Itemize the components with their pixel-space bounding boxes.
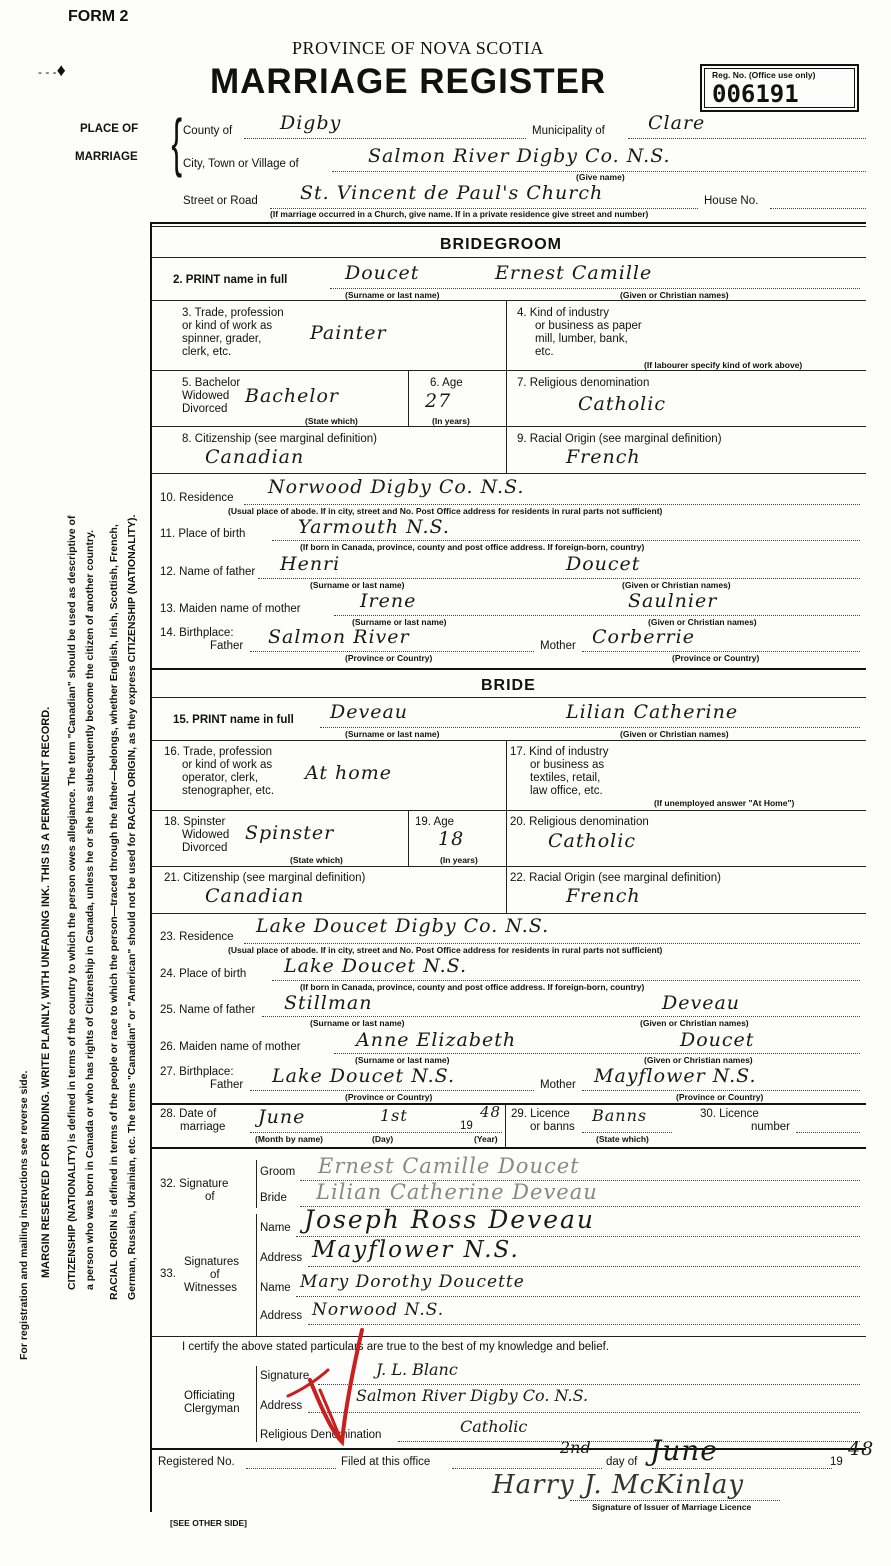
groom-mother-label: 13. Maiden name of mother	[160, 603, 301, 615]
bride-residence-label: 23. Residence	[160, 931, 234, 943]
groom-birthplace-label: 11. Place of birth	[160, 528, 246, 540]
margin-line-6: German, Russian, Ukrainian, etc. The terms "Canadian" or "American" should not be used for RACIAL ORIGIN, as they express CITIZENSHIP (NATIONALITY).	[126, 514, 138, 1300]
reg-number-box	[700, 64, 859, 112]
groom-birthplace: Yarmouth N.S.	[298, 516, 450, 538]
groom-age: 27	[425, 390, 452, 412]
witness-label-2: of	[210, 1269, 220, 1281]
groom-industry-label-1: 4. Kind of industry	[517, 307, 610, 319]
bride-father-label: 25. Name of father	[160, 1004, 256, 1016]
bride-birthplaces-hint-a: (Province or Country)	[345, 1092, 433, 1102]
clergy-label-1: Officiating	[184, 1390, 235, 1402]
bride-status-label-1: 18. Spinster	[164, 816, 226, 828]
bride-father-birthplace: Lake Doucet N.S.	[272, 1065, 456, 1087]
place-label-1: PLACE OF	[80, 123, 139, 135]
bride-racial: French	[566, 885, 641, 907]
bride-mother-label: 26. Maiden name of mother	[160, 1041, 301, 1053]
bride-birthplaces-label-1: 27. Birthplace:	[160, 1066, 234, 1078]
marriage-year: 48	[480, 1103, 502, 1121]
w2-name-label: Name	[260, 1282, 291, 1294]
w1-address: Mayflower N.S.	[312, 1237, 520, 1263]
bride-industry-label-2: or business as	[530, 759, 605, 771]
w1-address-label: Address	[260, 1252, 303, 1264]
margin-line-2: MARGIN RESERVED FOR BINDING. WRITE PLAINLY, WITH UNFADING INK. THIS IS A PERMANENT RECORD.	[40, 706, 52, 1278]
banns-value: Banns	[592, 1106, 648, 1125]
bride-religion: Catholic	[548, 830, 636, 852]
municipality-value: Clare	[648, 112, 706, 134]
margin-line-1: For registration and mailing instructions see reverse side.	[18, 1070, 30, 1360]
bride-racial-label: 22. Racial Origin (see marginal definition)	[510, 872, 721, 884]
groom-mother-hint-a: (Surname or last name)	[352, 617, 447, 627]
place-label-2: MARRIAGE	[75, 151, 138, 163]
bride-trade-label-3: operator, clerk,	[182, 772, 259, 784]
street-label: Street or Road	[183, 195, 258, 207]
bride-surname-hint: (Surname or last name)	[345, 729, 440, 739]
date-label-2: marriage	[180, 1121, 226, 1133]
bride-industry-label-1: 17. Kind of industry	[510, 746, 609, 758]
house-label: House No.	[704, 195, 759, 207]
page-title: MARRIAGE REGISTER	[210, 62, 607, 101]
groom-father-hint-a: (Surname or last name)	[310, 580, 405, 590]
bride-birthplaces-label-2: Father	[210, 1079, 244, 1091]
bride-residence-hint: (Usual place of abode. If in city, street and No. Post Office address for residents in rural parts not sufficient)	[228, 945, 663, 955]
bride-father-hint-a: (Surname or last name)	[310, 1018, 405, 1028]
filed-label: Filed at this office	[341, 1456, 431, 1468]
groom-father-label: 12. Name of father	[160, 566, 256, 578]
filed-month: June	[650, 1434, 718, 1467]
bride-status-label-3: Divorced	[182, 842, 228, 854]
groom-mother-surname: Saulnier	[628, 590, 718, 612]
bride-mother-hint-b: (Given or Christian names)	[644, 1055, 753, 1065]
bride-status-hint: (State which)	[290, 855, 343, 865]
street-hint: (If marriage occurred in a Church, give name. If in a private residence give street and number)	[270, 209, 649, 219]
clergy-label-2: Clergyman	[184, 1403, 240, 1415]
groom-status-hint: (State which)	[305, 416, 358, 426]
groom-age-hint: (In years)	[432, 416, 470, 426]
margin-line-4: a person who was born in Canada or who has rights of Citizenship in Canada, unless he or she has subsequently become the citizen of another country.	[84, 529, 96, 1290]
bride-mother-surname: Doucet	[680, 1029, 755, 1051]
county-label: County of	[183, 125, 233, 137]
registered-label: Registered No.	[158, 1456, 235, 1468]
groom-sig-label: Groom	[260, 1166, 296, 1178]
groom-birthplaces-label-1: 14. Birthplace:	[160, 627, 234, 639]
city-value: Salmon River Digby Co. N.S.	[368, 145, 671, 167]
bride-trade-label-4: stenographer, etc.	[182, 785, 275, 797]
filed-year-prefix: 19	[830, 1456, 843, 1468]
municipality-label: Municipality of	[532, 125, 605, 137]
groom-industry-label-4: etc.	[535, 346, 554, 358]
bride-father-hint-b: (Given or Christian names)	[640, 1018, 749, 1028]
groom-mother-given: Irene	[360, 590, 417, 612]
witness-num-label: 33.	[160, 1268, 176, 1280]
licence-label-2: number	[751, 1121, 790, 1133]
bride-birthplace-hint: (If born in Canada, province, county and post office address. If foreign-born, country)	[300, 982, 645, 992]
groom-birthplace-hint: (If born in Canada, province, county and post office address. If foreign-born, country)	[300, 542, 645, 552]
groom-given: Ernest Camille	[495, 262, 653, 284]
groom-trade-label-3: spinner, grader,	[182, 333, 262, 345]
bridegroom-heading: BRIDEGROOM	[440, 236, 562, 253]
bride-birthplace: Lake Doucet N.S.	[284, 955, 468, 977]
marriage-month: June	[258, 1106, 306, 1128]
give-name-hint: (Give name)	[576, 172, 625, 182]
see-other-side: [SEE OTHER SIDE]	[170, 1518, 247, 1528]
groom-citizenship: Canadian	[205, 446, 305, 468]
groom-birthplaces-hint-b: (Province or Country)	[672, 653, 760, 663]
w2-address: Norwood N.S.	[312, 1300, 445, 1320]
issuer-signature: Harry J. McKinlay	[492, 1470, 745, 1500]
groom-surname: Doucet	[345, 262, 420, 284]
bride-residence: Lake Doucet Digby Co. N.S.	[256, 915, 550, 937]
day-hint: (Day)	[372, 1134, 394, 1144]
groom-age-label: 6. Age	[430, 377, 463, 389]
clergy-religion-label: Religious Denomination	[260, 1429, 382, 1441]
bride-age-label: 19. Age	[415, 816, 455, 828]
bride-birthplace-label: 24. Place of birth	[160, 968, 247, 980]
groom-father-hint-b: (Given or Christian names)	[622, 580, 731, 590]
issuer-label: Signature of Issuer of Marriage Licence	[592, 1502, 752, 1512]
clergy-sig-label: Signature	[260, 1370, 310, 1382]
witness-label-3: Witnesses	[184, 1282, 238, 1294]
bride-given-hint: (Given or Christian names)	[620, 729, 729, 739]
licence-label-1: 30. Licence	[700, 1108, 759, 1120]
filed-day: 2nd	[560, 1438, 591, 1457]
day-of-label: day of	[606, 1456, 638, 1468]
bride-name-label: 15. PRINT name in full	[173, 714, 294, 726]
w2-name: Mary Dorothy Doucette	[300, 1272, 525, 1292]
county-value: Digby	[280, 112, 342, 134]
groom-status-label-1: 5. Bachelor	[182, 377, 241, 389]
groom-residence-label: 10. Residence	[160, 492, 234, 504]
groom-religion: Catholic	[578, 393, 666, 415]
banns-hint: (State which)	[596, 1134, 649, 1144]
bride-birthplaces-hint-b: (Province or Country)	[676, 1092, 764, 1102]
city-label: City, Town or Village of	[183, 158, 299, 170]
bride-mother-hint-a: (Surname or last name)	[355, 1055, 450, 1065]
groom-residence: Norwood Digby Co. N.S.	[268, 476, 525, 498]
groom-father-given: Henri	[280, 553, 341, 575]
marriage-year-prefix: 19	[460, 1120, 473, 1132]
clergy-address-label: Address	[260, 1400, 303, 1412]
certify-text: I certify the above stated particulars are true to the best of my knowledge and belief.	[182, 1341, 610, 1353]
bride-religion-label: 20. Religious denomination	[510, 816, 649, 828]
groom-signature: Ernest Camille Doucet	[318, 1154, 580, 1178]
bride-industry-label-4: law office, etc.	[530, 785, 603, 797]
groom-residence-hint: (Usual place of abode. If in city, street and No. Post Office address for residents in rural parts not sufficient)	[228, 506, 663, 516]
margin-line-5: RACIAL ORIGIN is defined in terms of the people or race to which the person—traced through the father—belongs, whether English, Irish, Scottish, French,	[108, 524, 120, 1300]
groom-given-hint: (Given or Christian names)	[620, 290, 729, 300]
bride-industry-label-3: textiles, retail,	[530, 772, 601, 784]
groom-status: Bachelor	[245, 385, 340, 407]
bride-age-hint: (In years)	[440, 855, 478, 865]
groom-industry-label-2: or business as paper	[535, 320, 642, 332]
bride-trade-label-2: or kind of work as	[182, 759, 273, 771]
bride-industry-hint: (If unemployed answer "At Home")	[654, 798, 795, 808]
place-brace: {	[171, 106, 183, 178]
bride-trade-label-1: 16. Trade, profession	[164, 746, 273, 758]
street-value: St. Vincent de Paul's Church	[300, 182, 604, 204]
banns-label-1: 29. Licence	[511, 1108, 570, 1120]
w1-name: Joseph Ross Deveau	[304, 1205, 595, 1234]
reg-number-label: Reg. No. (Office use only)	[712, 70, 816, 80]
groom-citizenship-label: 8. Citizenship (see marginal definition)	[182, 433, 377, 445]
bride-citizenship: Canadian	[205, 885, 305, 907]
groom-trade-label-4: clerk, etc.	[182, 346, 232, 358]
groom-birthplaces-hint-a: (Province or Country)	[345, 653, 433, 663]
groom-industry-hint: (If labourer specify kind of work above)	[644, 360, 803, 370]
groom-mother-birthplace: Corberrie	[592, 626, 695, 648]
marriage-day: 1st	[380, 1106, 408, 1125]
month-hint: (Month by name)	[255, 1134, 323, 1144]
date-label-1: 28. Date of	[160, 1108, 217, 1120]
w2-address-label: Address	[260, 1310, 303, 1322]
banns-label-2: or banns	[530, 1121, 575, 1133]
bride-mother-birthplace-label: Mother	[540, 1079, 576, 1091]
clergy-address: Salmon River Digby Co. N.S.	[356, 1386, 589, 1405]
groom-status-label-2: Widowed	[182, 390, 230, 402]
bride-father-given: Stillman	[284, 992, 373, 1014]
bride-trade: At home	[305, 762, 392, 784]
w1-name-label: Name	[260, 1222, 291, 1234]
province-heading: PROVINCE OF NOVA SCOTIA	[292, 38, 544, 58]
bride-sig-label: Bride	[260, 1192, 287, 1204]
bride-mother-birthplace: Mayflower N.S.	[594, 1065, 757, 1087]
groom-mother-hint-b: (Given or Christian names)	[648, 617, 757, 627]
groom-mother-birthplace-label: Mother	[540, 640, 576, 652]
groom-industry-label-3: mill, lumber, bank,	[535, 333, 628, 345]
witness-label-1: Signatures	[184, 1256, 239, 1268]
reg-number: 006191	[712, 80, 799, 108]
groom-trade-label-2: or kind of work as	[182, 320, 273, 332]
groom-birthplaces-label-2: Father	[210, 640, 244, 652]
sig-label-1: 32. Signature	[160, 1178, 229, 1190]
groom-religion-label: 7. Religious denomination	[517, 377, 650, 389]
binding-mark: - - -♦	[38, 60, 66, 80]
bride-status-label-2: Widowed	[182, 829, 230, 841]
year-hint: (Year)	[474, 1134, 498, 1144]
filed-year: 48	[848, 1438, 875, 1460]
bride-signature: Lilian Catherine Deveau	[316, 1180, 598, 1204]
bride-surname: Deveau	[330, 701, 409, 723]
groom-name-label: 2. PRINT name in full	[173, 274, 288, 286]
bride-heading: BRIDE	[481, 677, 536, 694]
groom-racial: French	[566, 446, 641, 468]
margin-line-3: CITIZENSHIP (NATIONALITY) is defined in terms of the country to which the person owes allegiance. The term "Canadian" should be used as descriptive of	[66, 515, 78, 1290]
bride-status: Spinster	[245, 822, 335, 844]
bride-given: Lilian Catherine	[566, 701, 739, 723]
clergy-signature: J. L. Blanc	[376, 1360, 458, 1379]
red-check-mark	[280, 1320, 370, 1450]
groom-father-surname: Doucet	[566, 553, 641, 575]
form-number: FORM 2	[68, 8, 129, 25]
clergy-religion: Catholic	[460, 1417, 528, 1436]
groom-racial-label: 9. Racial Origin (see marginal definition)	[517, 433, 722, 445]
bride-citizenship-label: 21. Citizenship (see marginal definition)	[164, 872, 366, 884]
groom-trade: Painter	[310, 322, 387, 344]
groom-father-birthplace: Salmon River	[268, 626, 410, 648]
groom-status-label-3: Divorced	[182, 403, 228, 415]
bride-age: 18	[438, 828, 465, 850]
groom-trade-label-1: 3. Trade, profession	[182, 307, 284, 319]
groom-surname-hint: (Surname or last name)	[345, 290, 440, 300]
sig-label-2: of	[205, 1191, 215, 1203]
bride-mother-given: Anne Elizabeth	[356, 1029, 517, 1051]
bride-father-surname: Deveau	[662, 992, 741, 1014]
